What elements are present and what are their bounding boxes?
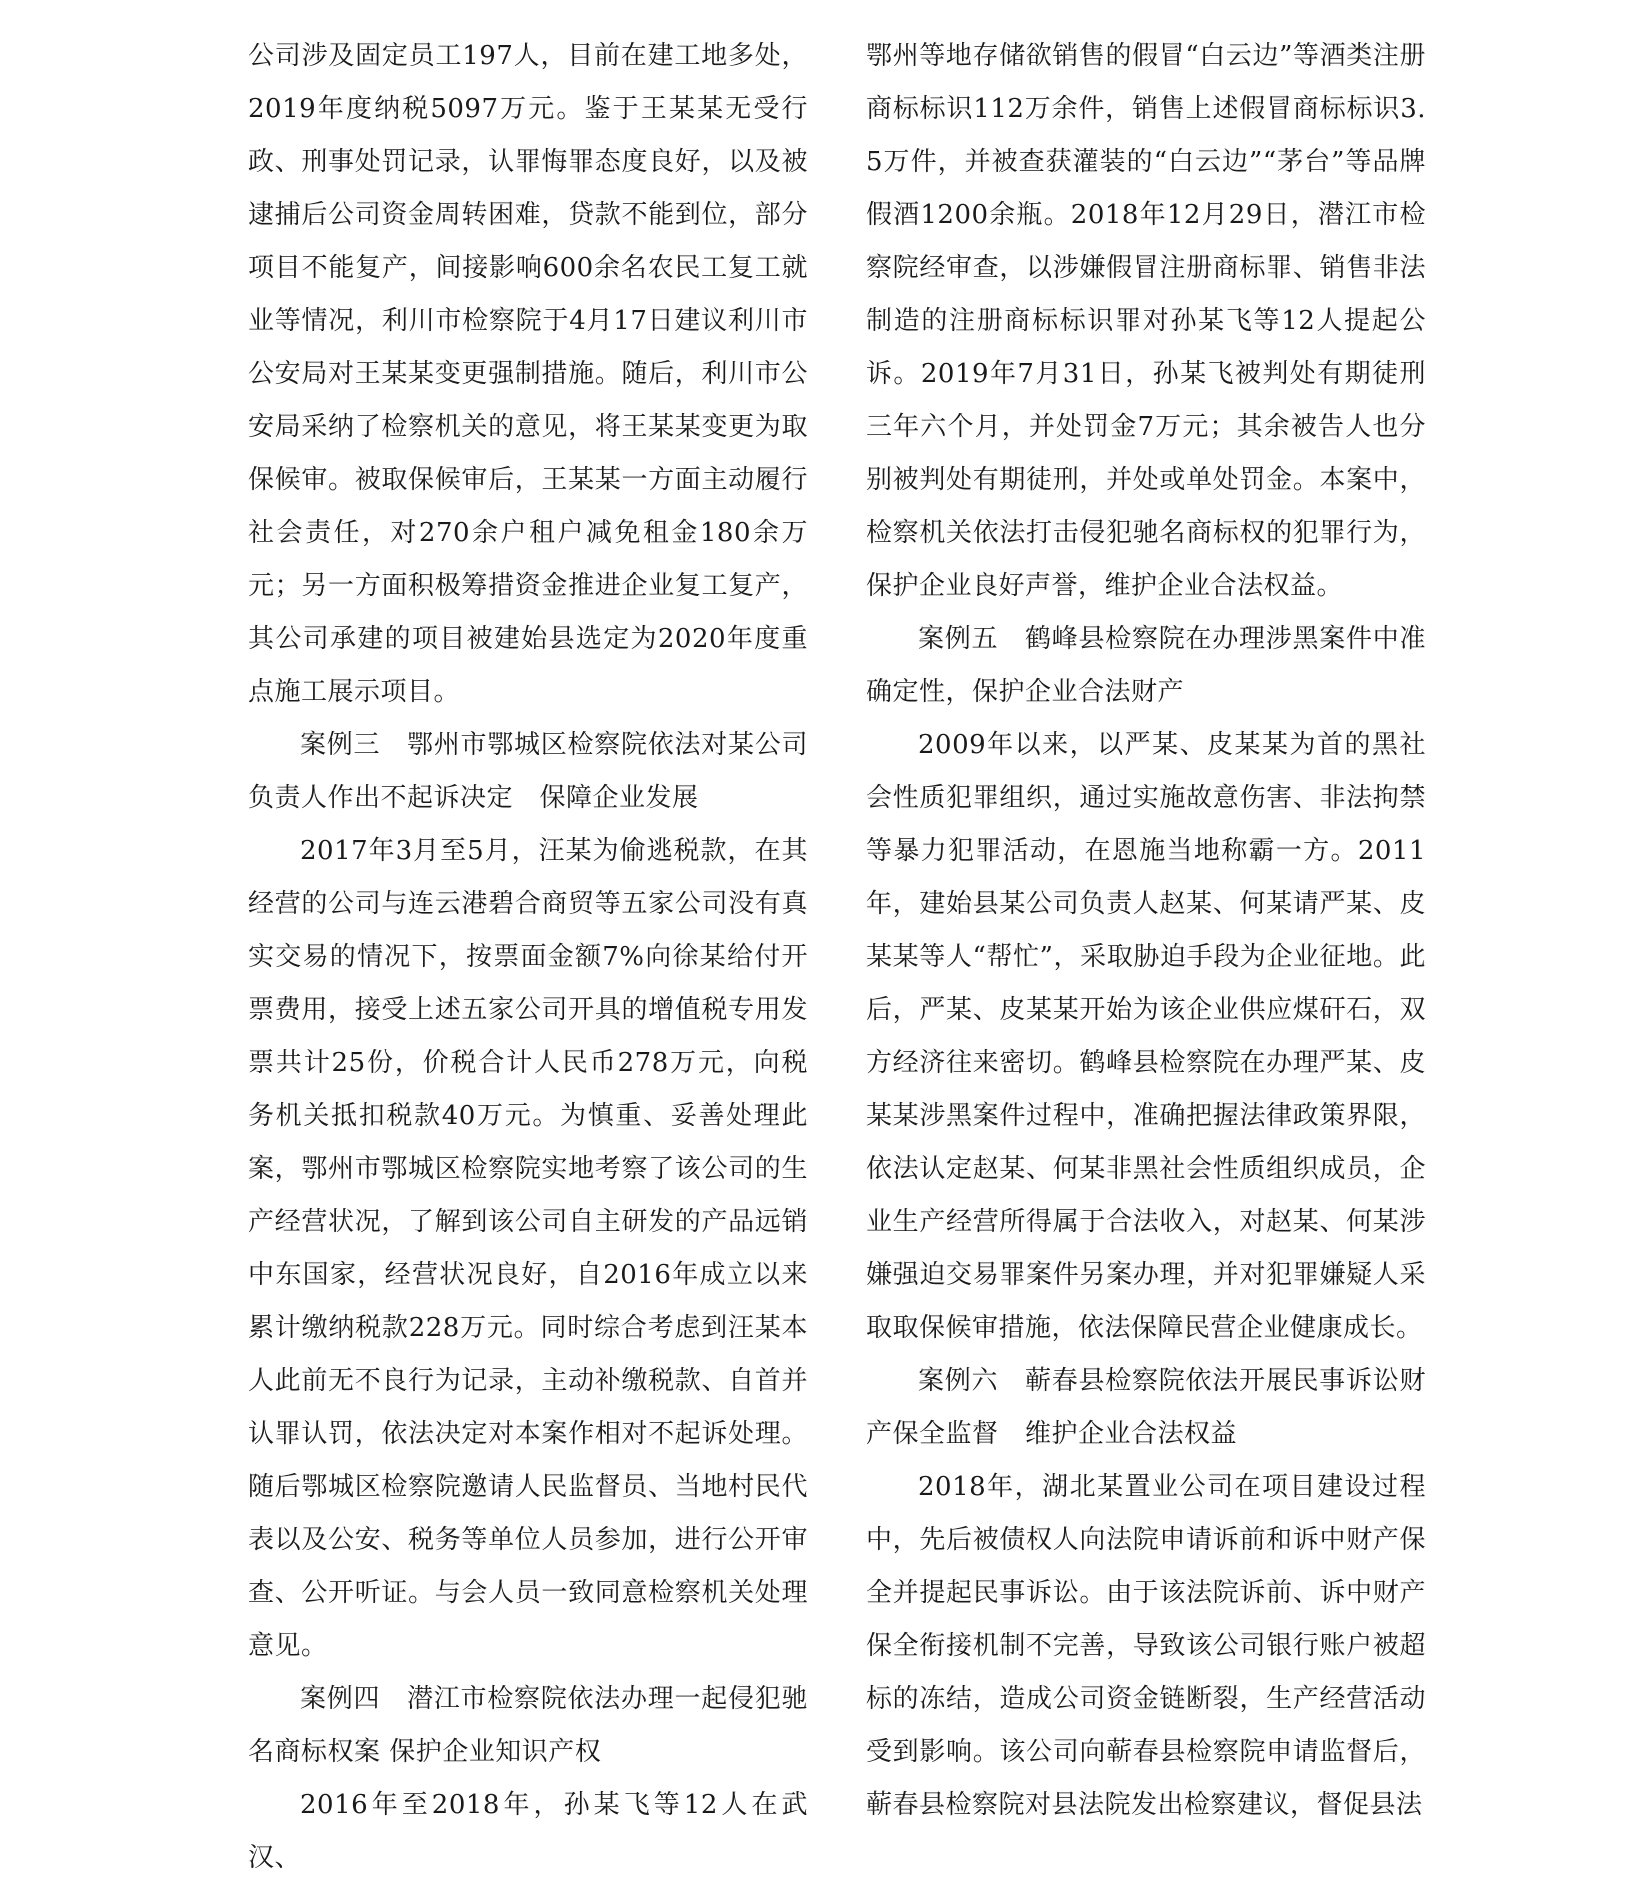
paragraph-case5-body: 2009年以来，以严某、皮某某为首的黑社会性质犯罪组织，通过实施故意伤害、非法拘禁等暴力犯罪活动，在恩施当地称霸一方。2011年，建始县某公司负责人赵某、何某请严某、皮某某等人“帮忙”，采取胁迫手段为企业征地。此后，严某、皮某某开始为该企业供应煤矸石，双方经济往来密切。鹤峰县检察院在办理严某、皮某某涉黑案件过程中，准确把握法律政策界限，依法认定赵某、何某非黑社会性质组织成员，企业生产经营所得属于合法收入，对赵某、何某涉嫌强迫交易罪案件另案办理，并对犯罪嫌疑人采取取保候审措施，依法保障民营企业健康成长。 bbox=[866, 730, 1426, 1343]
paragraph-case2-continuation: 公司涉及固定员工197人，目前在建工地多处，2019年度纳税5097万元。鉴于王某某无受行政、刑事处罚记录，认罪悔罪态度良好，以及被逮捕后公司资金周转困难，贷款不能到位，部分项目不能复产，间接影响600余名农民工复工就业等情况，利川市检察院于4月17日建议利川市公安局对王某某变更强制措施。随后，利川市公安局采纳了检察机关的意见，将王某某变更为取保候审。被取保候审后，王某某一方面主动履行社会责任，对270余户租户减免租金180余万元；另一方面积极筹措资金推进企业复工复产，其公司承建的项目被建始县选定为2020年度重点施工展示项目。 bbox=[248, 41, 808, 707]
paragraph-case6-body: 2018年，湖北某置业公司在项目建设过程中，先后被债权人向法院申请诉前和诉中财产保全并提起民事诉讼。由于该法院诉前、诉中财产保全衔接机制不完善，导致该公司银行账户被超标的冻结，造成公司资金链断裂，生产经营活动受到影响。该公司向蕲春县检察院申请监督后，蕲春县检察院对县法院发出检察建议，督促县法 bbox=[866, 1472, 1426, 1820]
case3-heading: 案例三 鄂州市鄂城区检察院依法对某公司负责人作出不起诉决定 保障企业发展 bbox=[248, 730, 808, 813]
paragraph-case3-body: 2017年3月至5月，汪某为偷逃税款，在其经营的公司与连云港碧合商贸等五家公司没有真实交易的情况下，按票面金额7%向徐某给付开票费用，接受上述五家公司开具的增值税专用发票共计25份，价税合计人民币278万元，向税务机关抵扣税款40万元。为慎重、妥善处理此案，鄂州市鄂城区检察院实地考察了该公司的生产经营状况，了解到该公司自主研发的产品远销中东国家，经营状况良好，自2016年成立以来累计缴纳税款228万元。同时综合考虑到汪某本人此前无不良行为记录，主动补缴税款、自首并认罪认罚，依法决定对本案作相对不起诉处理。随后鄂城区检察院邀请人民监督员、当地村民代表以及公安、税务等单位人员参加，进行公开审查、公开听证。与会人员一致同意检察机关处理意见。 bbox=[248, 836, 808, 1661]
paragraph-case4-continuation: 鄂州等地存储欲销售的假冒“白云边”等酒类注册商标标识112万余件，销售上述假冒商标标识3.5万件，并被查获灌装的“白云边”“茅台”等品牌假酒1200余瓶。2018年12月29日，潜江市检察院经审查，以涉嫌假冒注册商标罪、销售非法制造的注册商标标识罪对孙某飞等12人提起公诉。2019年7月31日，孙某飞被判处有期徒刑三年六个月，并处罚金7万元；其余被告人也分别被判处有期徒刑，并处或单处罚金。本案中，检察机关依法打击侵犯驰名商标权的犯罪行为，保护企业良好声誉，维护企业合法权益。 bbox=[866, 41, 1426, 601]
case4-heading: 案例四 潜江市检察院依法办理一起侵犯驰名商标权案 保护企业知识产权 bbox=[248, 1684, 808, 1767]
case6-heading: 案例六 蕲春县检察院依法开展民事诉讼财产保全监督 维护企业合法权益 bbox=[866, 1366, 1426, 1449]
case5-heading: 案例五 鹤峰县检察院在办理涉黑案件中准确定性，保护企业合法财产 bbox=[866, 624, 1426, 707]
left-column bbox=[248, 30, 808, 1885]
right-column bbox=[866, 30, 1426, 1832]
paragraph-case4-body-start: 2016年至2018年，孙某飞等12人在武汉、 bbox=[248, 1790, 808, 1873]
